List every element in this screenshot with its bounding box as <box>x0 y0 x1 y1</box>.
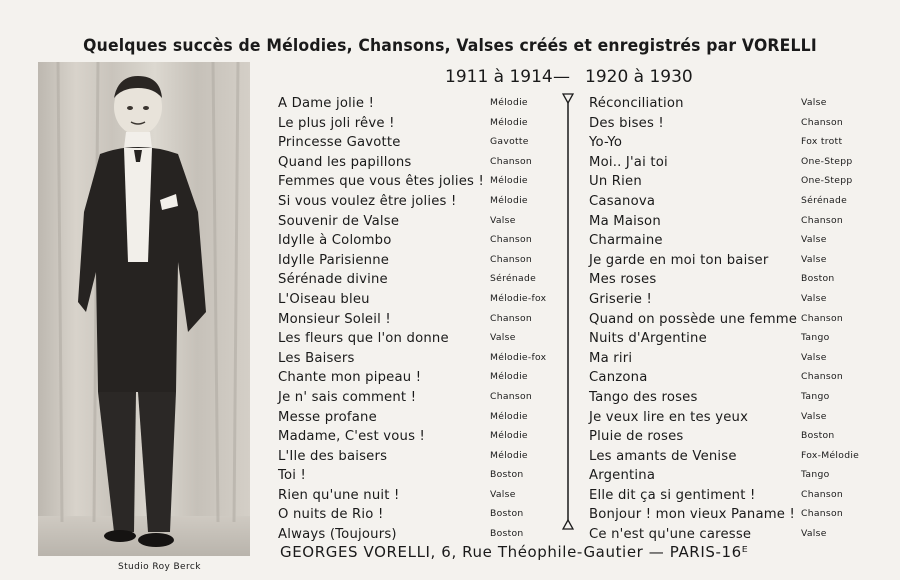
song-title: Monsieur Soleil ! <box>278 311 391 327</box>
page-title: Quelques succès de Mélodies, Chansons, Valses créés et enregistrés par VORELLI <box>83 36 817 56</box>
song-title: L'Ile des baisers <box>278 448 388 464</box>
song-style: Mélodie <box>490 116 528 128</box>
song-entry <box>278 445 563 465</box>
column-divider <box>562 93 574 531</box>
song-entry <box>589 347 889 367</box>
song-title: A Dame jolie ! <box>278 96 375 111</box>
song-title: Moi.. J'ai toi <box>589 154 668 170</box>
song-style: Gavotte <box>490 136 529 148</box>
song-title: Madame, C'est vous ! <box>278 429 426 445</box>
song-entry <box>589 170 889 190</box>
song-title: Je garde en moi ton baiser <box>589 252 769 268</box>
song-entry <box>589 268 889 288</box>
song-entry <box>589 229 889 249</box>
song-style: Mélodie <box>490 371 528 383</box>
song-title: Sérénade divine <box>278 272 388 288</box>
song-title: Idylle Parisienne <box>278 252 390 268</box>
song-style: Tango <box>801 390 830 402</box>
song-title: Femmes que vous êtes jolies ! <box>278 174 484 190</box>
song-entry <box>278 131 563 151</box>
song-entry <box>278 406 563 426</box>
song-title: Pluie de roses <box>589 429 684 445</box>
song-style: Chanson <box>801 312 844 324</box>
song-style: Mélodie <box>490 97 528 108</box>
song-title: Ma Maison <box>589 213 661 229</box>
song-entry <box>278 288 563 308</box>
song-entry <box>278 366 563 386</box>
song-style: Valse <box>801 351 827 363</box>
song-style: Chanson <box>801 488 844 500</box>
song-style: Chanson <box>490 155 533 167</box>
song-style: Sérénade <box>801 194 848 206</box>
song-style: Valse <box>801 234 827 246</box>
song-entry <box>278 92 563 112</box>
song-title: Quand les papillons <box>278 154 412 170</box>
song-style: Boston <box>490 508 524 520</box>
song-entry <box>589 464 889 484</box>
song-title: Les fleurs que l'on donne <box>278 331 449 347</box>
song-style: Boston <box>490 469 524 481</box>
song-title: L'Oiseau bleu <box>278 291 370 307</box>
song-entry <box>589 112 889 132</box>
song-style: Valse <box>801 97 827 108</box>
song-style: Mélodie <box>490 410 528 422</box>
song-style: Valse <box>801 253 827 265</box>
song-style: Valse <box>801 292 827 304</box>
song-style: Mélodie <box>490 194 528 206</box>
song-entry <box>278 425 563 445</box>
song-title: Je veux lire en tes yeux <box>589 409 749 425</box>
song-entry <box>589 425 889 445</box>
years-dash: — <box>553 67 570 87</box>
song-style: Tango <box>801 332 830 344</box>
song-style: Chanson <box>490 312 533 324</box>
song-title: Idylle à Colombo <box>278 233 392 249</box>
song-style: Mélodie-fox <box>490 351 547 363</box>
song-title: Messe profane <box>278 409 377 425</box>
song-title: Casanova <box>589 193 656 209</box>
song-entry <box>278 464 563 484</box>
photo-caption: Studio Roy Berck <box>118 562 201 572</box>
song-style: Fox trott <box>801 136 843 148</box>
song-entry <box>589 406 889 426</box>
song-entry <box>589 484 889 504</box>
song-entry <box>589 366 889 386</box>
song-entry <box>278 151 563 171</box>
song-style: Valse <box>490 214 516 226</box>
song-entry <box>278 503 563 523</box>
song-style: Boston <box>801 273 835 285</box>
song-entry <box>278 308 563 328</box>
song-entry <box>278 112 563 132</box>
song-list-1920-1930 <box>589 92 889 543</box>
song-style: Mélodie <box>490 449 528 461</box>
song-style: Valse <box>801 410 827 422</box>
song-entry <box>589 131 889 151</box>
song-entry <box>278 386 563 406</box>
song-style: One-Stepp <box>801 155 853 167</box>
song-entry <box>278 523 563 543</box>
song-title: Toi ! <box>278 468 307 484</box>
song-style: Chanson <box>801 371 844 383</box>
song-entry <box>589 190 889 210</box>
song-style: Mélodie <box>490 430 528 442</box>
song-style: Valse <box>490 332 516 344</box>
song-title: Je n' sais comment ! <box>278 389 417 405</box>
song-title: Always (Toujours) <box>278 527 397 543</box>
song-title: Charmaine <box>589 233 663 249</box>
song-title: Rien qu'une nuit ! <box>278 487 400 503</box>
years-right: 1920 à 1930 <box>585 67 693 87</box>
song-style: Chanson <box>490 234 533 246</box>
song-style: Mélodie <box>490 175 528 187</box>
song-title: Des bises ! <box>589 115 664 131</box>
song-title: Elle dit ça si gentiment ! <box>589 487 756 503</box>
song-title: Nuits d'Argentine <box>589 331 707 347</box>
song-title: Si vous voulez être jolies ! <box>278 193 457 209</box>
portrait-photo <box>38 62 250 556</box>
song-entry <box>589 92 889 112</box>
singer-figure <box>38 62 250 556</box>
song-title: Le plus joli rêve ! <box>278 115 395 131</box>
song-title: Souvenir de Valse <box>278 213 400 229</box>
song-title: Les Baisers <box>278 350 355 366</box>
song-entry <box>278 229 563 249</box>
song-entry <box>589 503 889 523</box>
song-entry <box>589 151 889 171</box>
years-left: 1911 à 1914 <box>445 67 553 87</box>
song-style: Valse <box>801 528 827 540</box>
song-style: Mélodie-fox <box>490 292 547 304</box>
song-title: Canzona <box>589 370 648 386</box>
song-entry <box>278 190 563 210</box>
song-title: Réconciliation <box>589 96 684 111</box>
song-title: Bonjour ! mon vieux Paname ! <box>589 507 795 523</box>
song-style: Valse <box>490 488 516 500</box>
song-entry <box>589 386 889 406</box>
song-entry <box>589 523 889 543</box>
song-style: Chanson <box>490 390 533 402</box>
song-title: Chante mon pipeau ! <box>278 370 422 386</box>
song-list-1911-1914 <box>278 92 563 543</box>
song-title: Ce n'est qu'une caresse <box>589 527 752 543</box>
song-style: Sérénade <box>490 273 537 285</box>
song-title: Yo-Yo <box>589 135 623 151</box>
song-entry <box>589 249 889 269</box>
song-entry <box>589 445 889 465</box>
song-style: Chanson <box>490 253 533 265</box>
song-entry <box>589 327 889 347</box>
song-style: Tango <box>801 469 830 481</box>
song-style: Boston <box>801 430 835 442</box>
song-entry <box>589 288 889 308</box>
song-entry <box>278 484 563 504</box>
song-entry <box>278 268 563 288</box>
song-entry <box>278 347 563 367</box>
song-title: Ma riri <box>589 350 633 366</box>
song-entry <box>589 308 889 328</box>
song-entry <box>278 327 563 347</box>
song-title: Tango des roses <box>589 389 698 405</box>
song-title: Argentina <box>589 468 656 484</box>
song-entry <box>278 249 563 269</box>
song-title: Mes roses <box>589 272 657 288</box>
song-title: Un Rien <box>589 174 642 190</box>
song-entry <box>278 210 563 230</box>
song-title: Quand on possède une femme <box>589 311 798 327</box>
song-style: Boston <box>490 528 524 540</box>
song-title: O nuits de Rio ! <box>278 507 384 523</box>
song-entry <box>589 210 889 230</box>
song-style: One-Stepp <box>801 175 853 187</box>
song-style: Chanson <box>801 116 844 128</box>
song-entry <box>278 170 563 190</box>
song-style: Chanson <box>801 214 844 226</box>
song-title: Les amants de Venise <box>589 448 737 464</box>
song-style: Fox-Mélodie <box>801 449 860 461</box>
song-title: Griserie ! <box>589 291 652 307</box>
song-style: Chanson <box>801 508 844 520</box>
address-footer: GEORGES VORELLI, 6, Rue Théophile-Gautier — PARIS-16ᴱ <box>280 543 749 561</box>
song-title: Princesse Gavotte <box>278 135 401 151</box>
